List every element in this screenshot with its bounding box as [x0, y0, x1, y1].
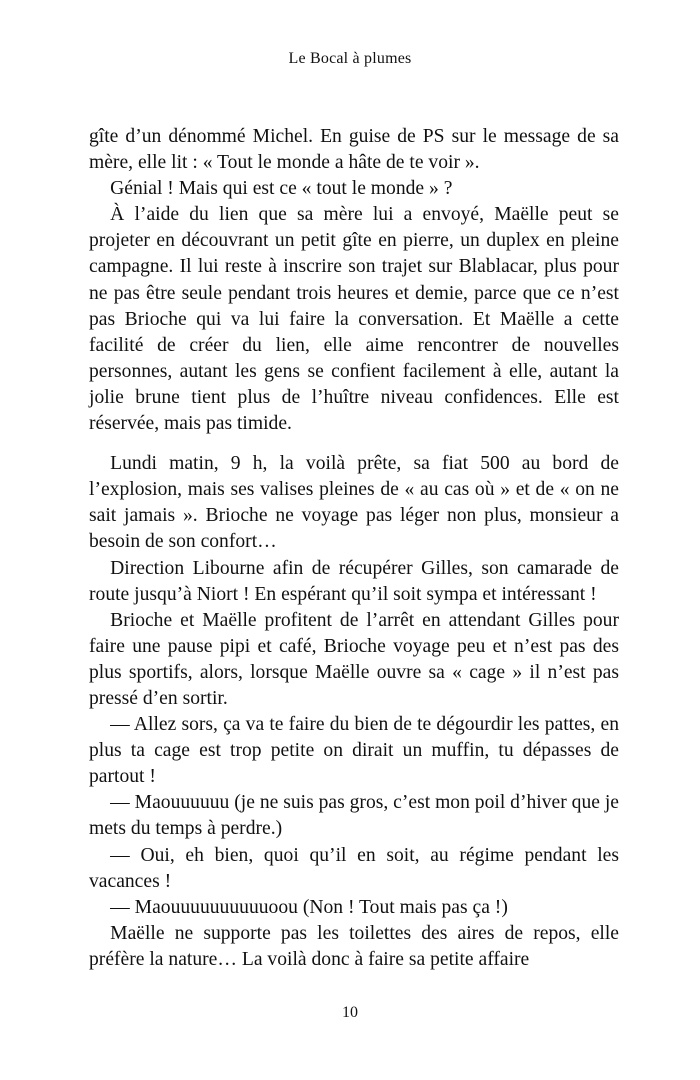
paragraph: gîte d’un dénommé Michel. En guise de PS sur le message de sa mère, elle lit : « Tout le monde a hâte de te voir ».: [89, 126, 619, 174]
paragraph: Lundi matin, 9 h, la voilà prête, sa fiat 500 au bord de l’explosion, mais ses valises pleines de « au cas où » et de « on ne sait jamais ». Brioche ne voyage pas léger non plus, monsieur a besoin de son confort…: [89, 453, 619, 553]
dialogue-line: — Maouuuuuuuuuuoou (Non ! Tout mais pas ça !): [110, 896, 508, 918]
page-number: 10: [342, 1004, 358, 1021]
paragraph: Brioche et Maëlle profitent de l’arrêt en attendant Gilles pour faire une pause pipi et café, Brioche voyage peu et n’est pas des plus sportifs, alors, lorsque Maëlle ouvre sa « cage » il n’est pas pressé d’en sortir.: [89, 609, 619, 709]
running-header-title: Le Bocal à plumes: [288, 50, 412, 67]
body-text: [89, 124, 619, 973]
dialogue-line: — Oui, eh bien, quoi qu’il en soit, au régime pendant les vacances !: [89, 844, 619, 892]
paragraph: À l’aide du lien que sa mère lui a envoyé, Maëlle peut se projeter en découvrant un petit gîte en pierre, un duplex en pleine campagne. Il lui reste à inscrire son trajet sur Blablacar, plus pour ne pas être seule pendant trois heures et demie, parce que ce n’est pas Brioche qui va lui faire la conversation. Et Maëlle a cette facilité de créer du lien, elle aime rencontrer de nouvelles personnes, autant les gens se confient facilement à elle, autant la jolie brune tient plus de l’huître niveau confidences. Elle est réservée, mais pas timide.: [89, 204, 619, 435]
dialogue-line: — Allez sors, ça va te faire du bien de te dégourdir les pattes, en plus ta cage est trop petite on dirait un muffin, tu dépasses de partout !: [89, 714, 619, 788]
paragraph: Direction Libourne afin de récupérer Gilles, son camarade de route jusqu’à Niort ! En espérant qu’il soit sympa et intéressant !: [89, 557, 619, 605]
paragraph: Génial ! Mais qui est ce « tout le monde » ?: [110, 178, 453, 200]
dialogue-line: — Maouuuuuu (je ne suis pas gros, c’est mon poil d’hiver que je mets du temps à perdre.): [89, 792, 619, 840]
paragraph: Maëlle ne supporte pas les toilettes des aires de repos, elle préfère la nature… La voilà donc à faire sa petite affaire: [89, 922, 619, 970]
